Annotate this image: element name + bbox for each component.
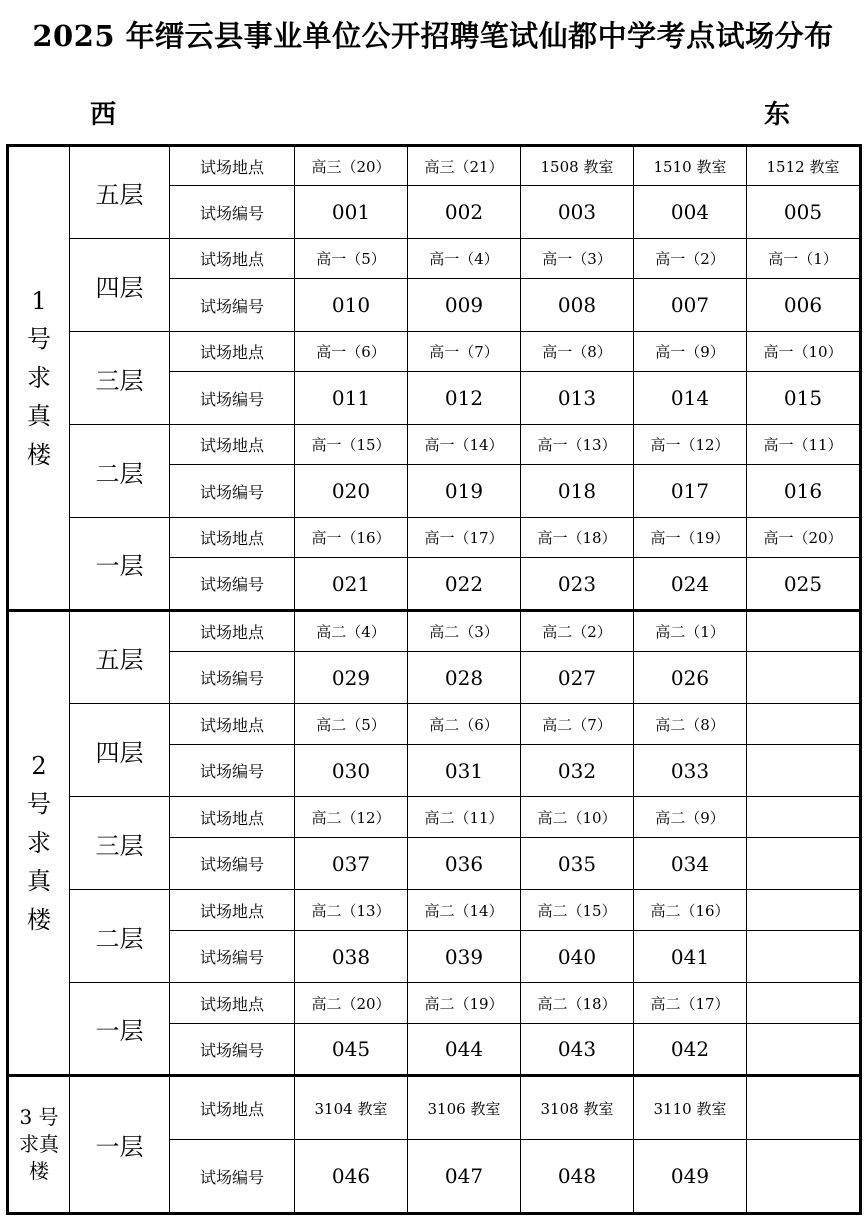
room-location-cell: 高二（9） [634, 797, 747, 838]
room-number-cell: 045 [295, 1024, 408, 1076]
room-location-cell: 高一（9） [634, 332, 747, 372]
location-row [8, 425, 861, 465]
room-number-cell: 034 [634, 838, 747, 890]
room-location-cell: 高二（19） [408, 983, 521, 1024]
room-location-cell: 高二（14） [408, 890, 521, 931]
number-row-label: 试场编号 [170, 279, 295, 332]
location-row-label: 试场地点 [170, 332, 295, 372]
room-location-cell: 1508 教室 [521, 146, 634, 186]
room-number-cell: 004 [634, 186, 747, 239]
building-name [8, 611, 70, 1076]
room-number-cell: 014 [634, 372, 747, 425]
room-number-cell: 030 [295, 745, 408, 797]
room-number-cell: 001 [295, 186, 408, 239]
room-number-cell: 037 [295, 838, 408, 890]
room-number-cell: 025 [747, 558, 861, 611]
location-row [8, 797, 861, 838]
number-row-label: 试场编号 [170, 652, 295, 704]
room-location-cell [747, 611, 861, 652]
room-number-cell: 038 [295, 931, 408, 983]
floor-label: 三层 [70, 797, 170, 890]
location-row [8, 890, 861, 931]
room-number-cell: 021 [295, 558, 408, 611]
room-location-cell: 高一（5） [295, 239, 408, 279]
location-row [8, 611, 861, 652]
location-row-label: 试场地点 [170, 1076, 295, 1140]
floor-label: 一层 [70, 518, 170, 611]
room-location-cell: 高一（15） [295, 425, 408, 465]
floor-label: 四层 [70, 704, 170, 797]
room-number-cell [747, 838, 861, 890]
location-row-label: 试场地点 [170, 890, 295, 931]
location-row-label: 试场地点 [170, 797, 295, 838]
number-row-label: 试场编号 [170, 1024, 295, 1076]
building-name-char: 号 [27, 790, 51, 819]
building-name-char: 求 [27, 363, 51, 392]
room-location-cell [747, 797, 861, 838]
room-location-cell: 高一（18） [521, 518, 634, 558]
room-number-cell: 006 [747, 279, 861, 332]
building-name-char: 楼 [27, 905, 51, 934]
room-number-cell: 005 [747, 186, 861, 239]
room-location-cell: 高二（2） [521, 611, 634, 652]
room-number-cell: 035 [521, 838, 634, 890]
room-location-cell: 高一（2） [634, 239, 747, 279]
room-location-cell: 高一（16） [295, 518, 408, 558]
room-number-cell: 010 [295, 279, 408, 332]
room-location-cell: 高二（7） [521, 704, 634, 745]
room-location-cell: 高二（1） [634, 611, 747, 652]
room-number-cell: 007 [634, 279, 747, 332]
room-number-cell: 039 [408, 931, 521, 983]
room-location-cell: 高二（18） [521, 983, 634, 1024]
room-number-cell: 028 [408, 652, 521, 704]
room-number-cell: 049 [634, 1140, 747, 1214]
building-name-char: 2 [31, 752, 47, 781]
building-name [8, 1076, 70, 1214]
room-number-cell: 013 [521, 372, 634, 425]
room-location-cell: 高一（11） [747, 425, 861, 465]
room-location-cell: 高二（3） [408, 611, 521, 652]
room-number-cell [747, 745, 861, 797]
floor-label: 一层 [70, 1076, 170, 1214]
room-number-cell: 027 [521, 652, 634, 704]
location-row-label: 试场地点 [170, 146, 295, 186]
room-number-cell: 022 [408, 558, 521, 611]
room-location-cell: 高二（20） [295, 983, 408, 1024]
room-location-cell [747, 983, 861, 1024]
location-row [8, 518, 861, 558]
location-row-label: 试场地点 [170, 239, 295, 279]
room-number-cell: 041 [634, 931, 747, 983]
room-location-cell: 高一（13） [521, 425, 634, 465]
room-number-cell: 036 [408, 838, 521, 890]
number-row-label: 试场编号 [170, 838, 295, 890]
room-number-cell: 017 [634, 465, 747, 518]
number-row-label: 试场编号 [170, 1140, 295, 1214]
room-location-cell [747, 890, 861, 931]
room-number-cell: 026 [634, 652, 747, 704]
room-number-cell: 047 [408, 1140, 521, 1214]
room-number-cell: 032 [521, 745, 634, 797]
location-row [8, 704, 861, 745]
room-number-cell: 048 [521, 1140, 634, 1214]
building-name-char: 3 号 [19, 1105, 59, 1129]
number-row-label: 试场编号 [170, 931, 295, 983]
room-location-cell: 3104 教室 [295, 1076, 408, 1140]
location-row [8, 146, 861, 186]
room-location-cell: 高一（7） [408, 332, 521, 372]
room-number-cell: 046 [295, 1140, 408, 1214]
exam-room-table [6, 144, 862, 1215]
location-row-label: 试场地点 [170, 518, 295, 558]
room-location-cell: 高二（6） [408, 704, 521, 745]
room-number-cell: 015 [747, 372, 861, 425]
room-location-cell: 高二（4） [295, 611, 408, 652]
room-location-cell: 高一（20） [747, 518, 861, 558]
floor-label: 三层 [70, 332, 170, 425]
number-row-label: 试场编号 [170, 465, 295, 518]
room-number-cell: 043 [521, 1024, 634, 1076]
room-location-cell: 3110 教室 [634, 1076, 747, 1140]
building-name-char: 楼 [29, 1159, 49, 1183]
room-location-cell: 高一（8） [521, 332, 634, 372]
room-number-cell [747, 1140, 861, 1214]
room-location-cell: 高二（16） [634, 890, 747, 931]
room-number-cell: 033 [634, 745, 747, 797]
room-location-cell: 高二（10） [521, 797, 634, 838]
room-number-cell: 029 [295, 652, 408, 704]
room-location-cell: 高二（15） [521, 890, 634, 931]
floor-label: 五层 [70, 611, 170, 704]
room-location-cell: 高二（17） [634, 983, 747, 1024]
room-number-cell: 024 [634, 558, 747, 611]
room-location-cell: 高一（3） [521, 239, 634, 279]
floor-label: 五层 [70, 146, 170, 239]
room-location-cell: 高一（4） [408, 239, 521, 279]
building-name-char: 求真 [19, 1132, 59, 1156]
room-number-cell: 031 [408, 745, 521, 797]
room-location-cell: 高二（13） [295, 890, 408, 931]
location-row-label: 试场地点 [170, 704, 295, 745]
room-location-cell: 3108 教室 [521, 1076, 634, 1140]
number-row-label: 试场编号 [170, 372, 295, 425]
room-number-cell: 044 [408, 1024, 521, 1076]
location-row-label: 试场地点 [170, 611, 295, 652]
room-number-cell: 002 [408, 186, 521, 239]
floor-label: 二层 [70, 425, 170, 518]
room-location-cell: 高一（14） [408, 425, 521, 465]
number-row-label: 试场编号 [170, 745, 295, 797]
room-location-cell: 高一（19） [634, 518, 747, 558]
building-name-char: 号 [27, 325, 51, 354]
room-number-cell: 019 [408, 465, 521, 518]
room-number-cell: 023 [521, 558, 634, 611]
floor-label: 二层 [70, 890, 170, 983]
location-row [8, 1076, 861, 1140]
room-number-cell: 042 [634, 1024, 747, 1076]
building-name [8, 146, 70, 611]
room-number-cell: 009 [408, 279, 521, 332]
room-location-cell: 高二（12） [295, 797, 408, 838]
room-location-cell: 1510 教室 [634, 146, 747, 186]
location-row-label: 试场地点 [170, 425, 295, 465]
room-number-cell: 003 [521, 186, 634, 239]
room-location-cell: 高一（1） [747, 239, 861, 279]
direction-east-label: 东 [764, 100, 791, 130]
room-location-cell: 高一（6） [295, 332, 408, 372]
room-number-cell: 040 [521, 931, 634, 983]
room-number-cell: 020 [295, 465, 408, 518]
room-location-cell: 高三（21） [408, 146, 521, 186]
building-name-char: 1 [31, 287, 47, 316]
room-location-cell: 1512 教室 [747, 146, 861, 186]
floor-label: 四层 [70, 239, 170, 332]
room-number-cell [747, 1024, 861, 1076]
room-number-cell: 008 [521, 279, 634, 332]
building-name-char: 真 [27, 867, 51, 896]
number-row-label: 试场编号 [170, 558, 295, 611]
room-location-cell [747, 1076, 861, 1140]
room-location-cell: 高一（17） [408, 518, 521, 558]
room-location-cell: 高二（11） [408, 797, 521, 838]
location-row [8, 332, 861, 372]
building-name-char: 楼 [27, 440, 51, 469]
room-location-cell [747, 704, 861, 745]
building-name-char: 真 [27, 402, 51, 431]
page-title: 2025 年缙云县事业单位公开招聘笔试仙都中学考点试场分布 [32, 19, 834, 53]
room-location-cell: 高三（20） [295, 146, 408, 186]
building-name-char: 求 [27, 828, 51, 857]
room-number-cell: 012 [408, 372, 521, 425]
room-location-cell: 高一（12） [634, 425, 747, 465]
room-number-cell: 018 [521, 465, 634, 518]
room-number-cell: 011 [295, 372, 408, 425]
room-location-cell: 3106 教室 [408, 1076, 521, 1140]
room-location-cell: 高一（10） [747, 332, 861, 372]
room-location-cell: 高二（8） [634, 704, 747, 745]
location-row-label: 试场地点 [170, 983, 295, 1024]
room-number-cell: 016 [747, 465, 861, 518]
room-number-cell [747, 652, 861, 704]
floor-label: 一层 [70, 983, 170, 1076]
direction-west-label: 西 [90, 100, 117, 130]
room-number-cell [747, 931, 861, 983]
location-row [8, 983, 861, 1024]
number-row-label: 试场编号 [170, 186, 295, 239]
location-row [8, 239, 861, 279]
room-location-cell: 高二（5） [295, 704, 408, 745]
